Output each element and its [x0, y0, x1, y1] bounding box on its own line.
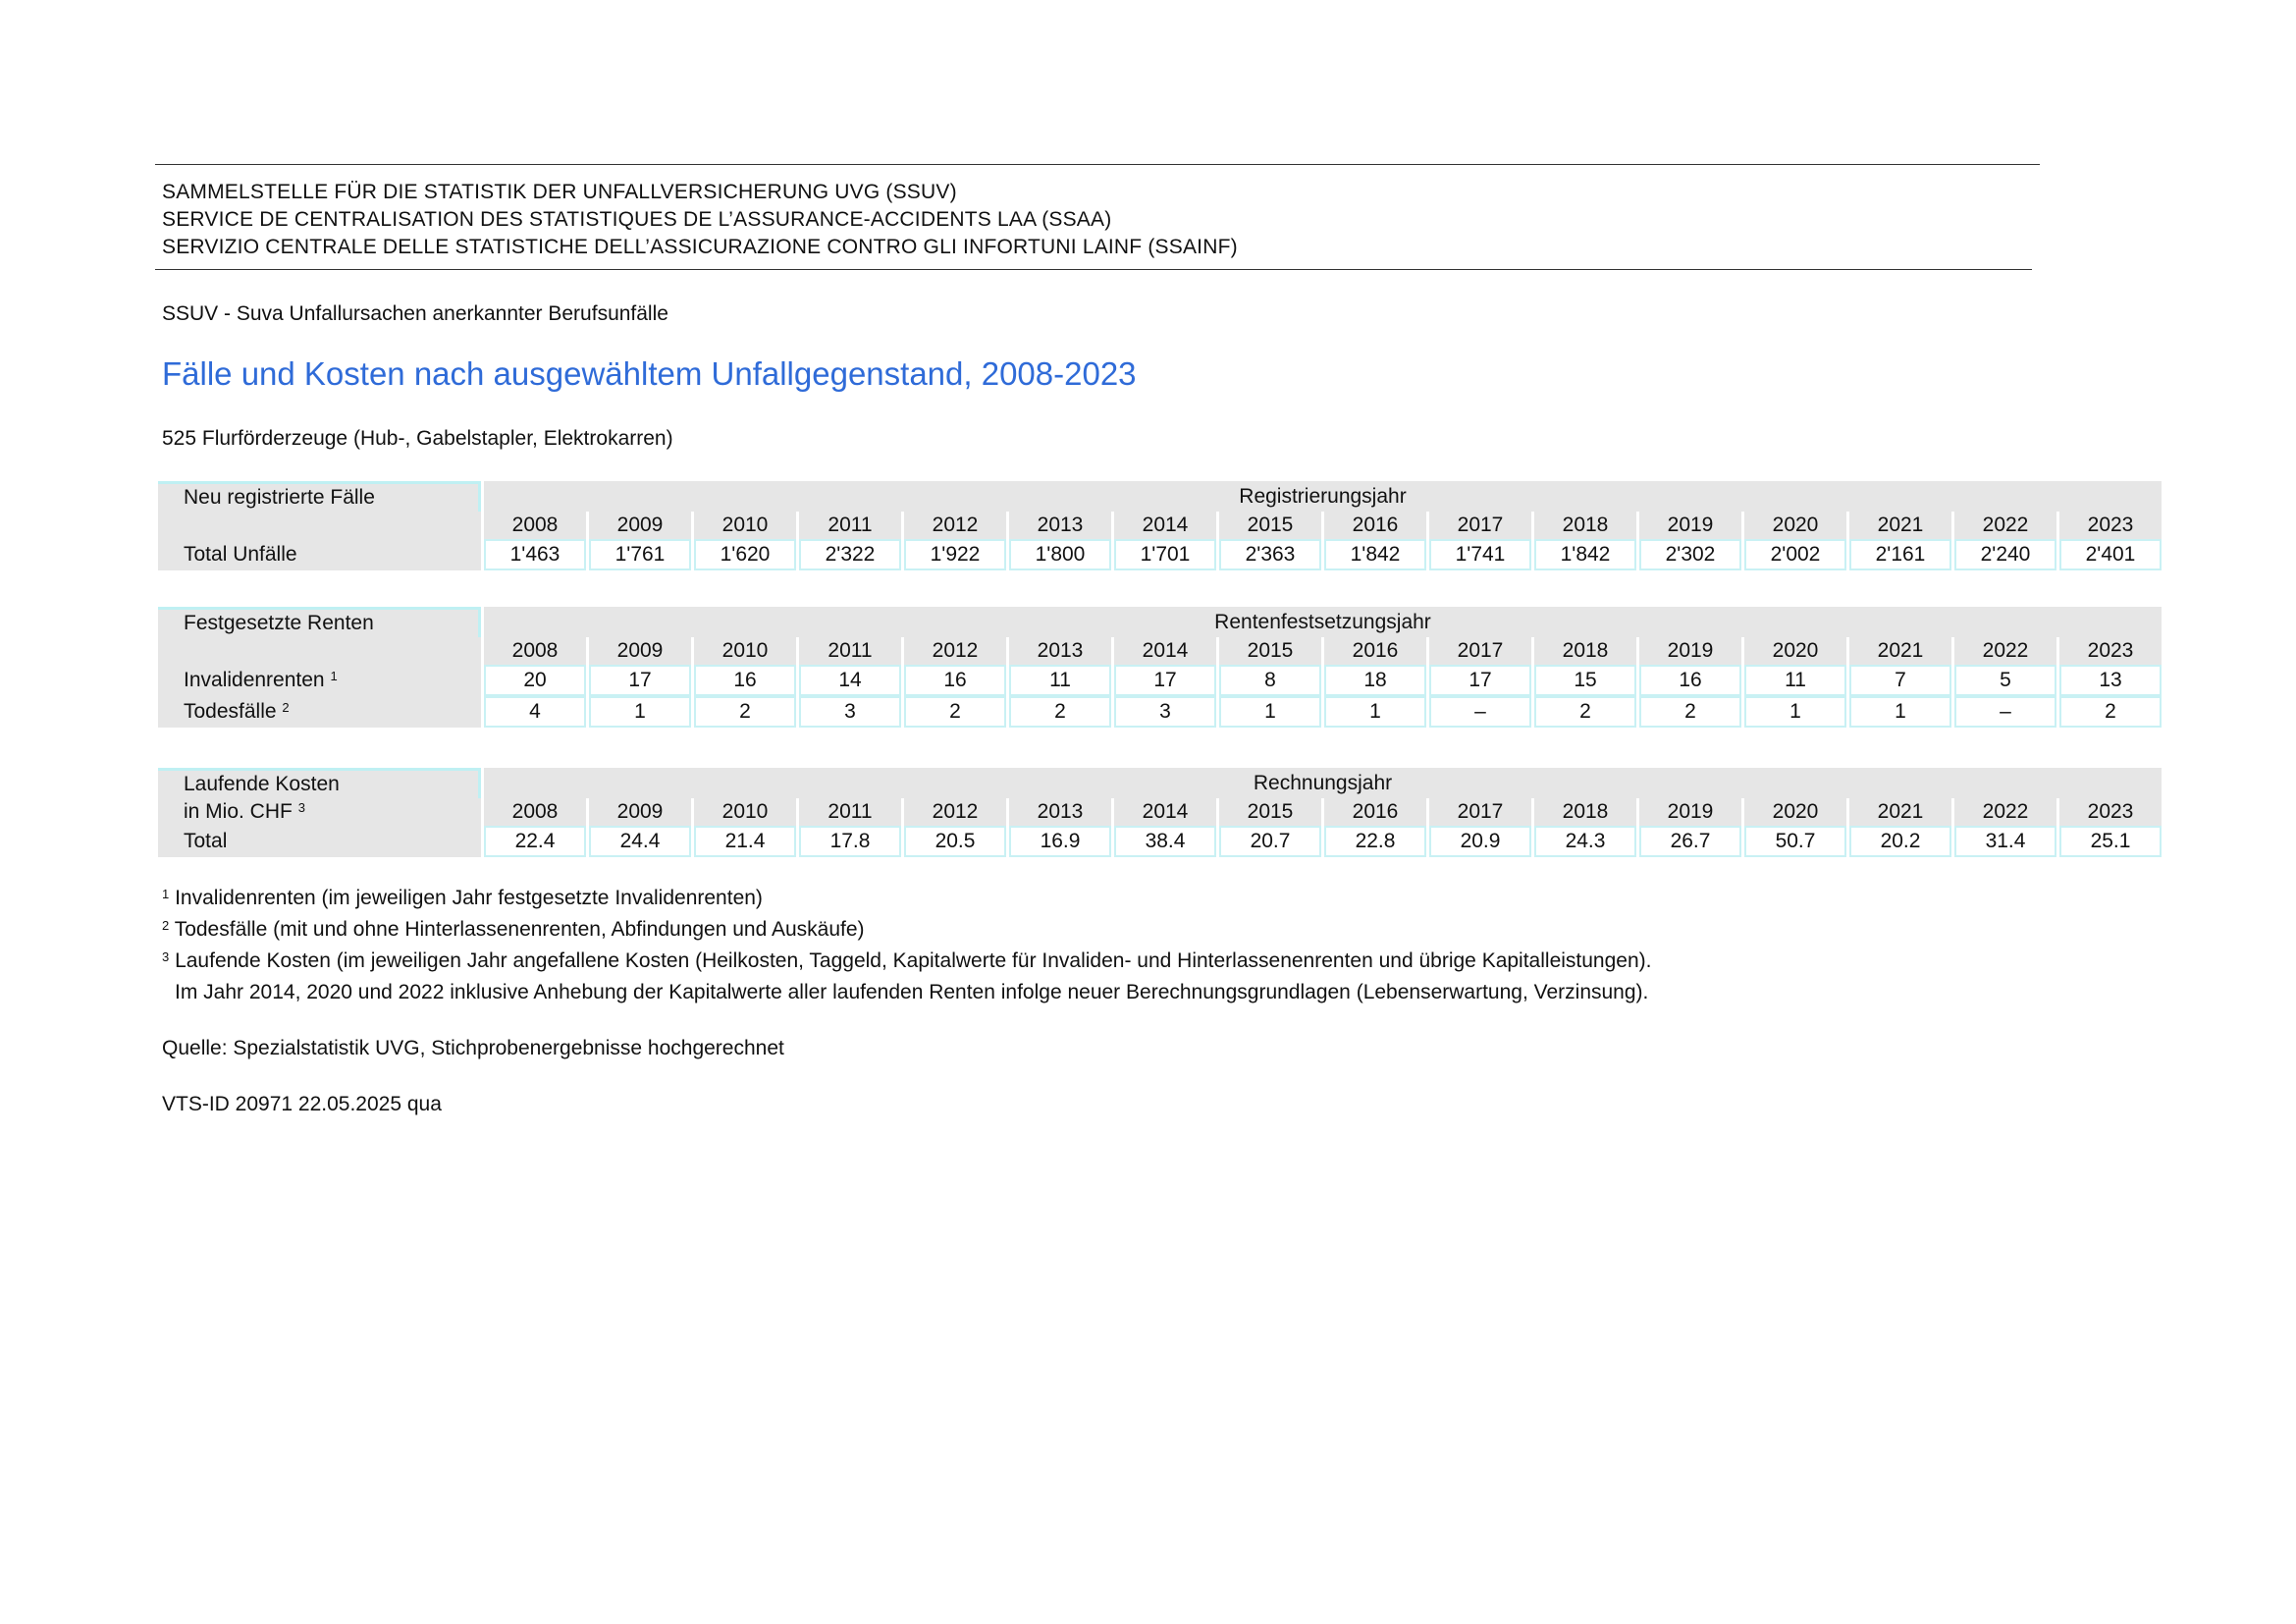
value-cell: 24.4 [589, 826, 691, 857]
year-cell: 2008 [484, 637, 586, 665]
value-cell: 50.7 [1744, 826, 1846, 857]
value-cell: 20.5 [904, 826, 1006, 857]
table1-years-row [158, 512, 2162, 539]
year-cell: 2016 [1324, 512, 1426, 539]
value-cell: 16 [904, 665, 1006, 696]
value-cell: 5 [1954, 665, 2056, 696]
value-cell: 17 [1114, 665, 1216, 696]
year-cell: 2013 [1009, 637, 1111, 665]
value-cell: 20.7 [1219, 826, 1321, 857]
year-cell: 2011 [799, 637, 901, 665]
year-cell: 2016 [1324, 798, 1426, 826]
table2-years-row [158, 637, 2162, 665]
year-cell: 2021 [1849, 512, 1951, 539]
value-cell: 16.9 [1009, 826, 1111, 857]
value-cell: 1'761 [589, 539, 691, 570]
value-cell: – [1429, 696, 1531, 728]
value-cell: 7 [1849, 665, 1951, 696]
year-cell: 2011 [799, 512, 901, 539]
value-cell: 2 [694, 696, 796, 728]
value-cell: 2'302 [1639, 539, 1741, 570]
year-cell: 2017 [1429, 798, 1531, 826]
year-cell: 2009 [589, 512, 691, 539]
year-cell: 2010 [694, 512, 796, 539]
source-note: Quelle: Spezialstatistik UVG, Stichprobenergebnisse hochgerechnet [162, 1037, 784, 1059]
table2-label: Festgesetzte Renten [158, 607, 481, 637]
value-cell: 22.4 [484, 826, 586, 857]
value-cell: 38.4 [1114, 826, 1216, 857]
value-cell: 18 [1324, 665, 1426, 696]
table-row [158, 665, 2162, 696]
year-cell: 2010 [694, 637, 796, 665]
value-cell: 11 [1744, 665, 1846, 696]
year-cell: 2018 [1534, 637, 1636, 665]
row-label-total-accidents: Total Unfälle [158, 539, 481, 570]
table-row [158, 826, 2162, 857]
table1-period-header: Registrierungsjahr [484, 481, 2162, 512]
row-label-deaths: Todesfälle $^2$ [158, 696, 481, 728]
year-cell: 2008 [484, 798, 586, 826]
year-cell: 2022 [1954, 512, 2056, 539]
year-cell: 2019 [1639, 798, 1741, 826]
header-rule-top [155, 164, 2040, 165]
table-row [158, 696, 2162, 728]
value-cell: 16 [1639, 665, 1741, 696]
year-cell: 2012 [904, 798, 1006, 826]
year-cell: 2018 [1534, 798, 1636, 826]
value-cell: 15 [1534, 665, 1636, 696]
year-cell: 2014 [1114, 512, 1216, 539]
value-cell: 26.7 [1639, 826, 1741, 857]
year-cell: 2022 [1954, 637, 2056, 665]
value-cell: 2 [2059, 696, 2162, 728]
table3-label: Laufende Kosten [158, 768, 481, 798]
table-pensions [155, 607, 2164, 728]
value-cell: 1'741 [1429, 539, 1531, 570]
year-cell: 2021 [1849, 798, 1951, 826]
value-cell: 1'701 [1114, 539, 1216, 570]
year-cell: 2011 [799, 798, 901, 826]
value-cell: 1'800 [1009, 539, 1111, 570]
year-cell: 2021 [1849, 637, 1951, 665]
year-cell: 2020 [1744, 512, 1846, 539]
footnote-1: $^1$ Invalidenrenten (im jeweiligen Jahr festgesetzte Invalidenrenten) [162, 887, 763, 909]
table-running-costs [155, 768, 2164, 857]
value-cell: 2 [1639, 696, 1741, 728]
subtitle: SSUV - Suva Unfallursachen anerkannter Berufsunfälle [162, 302, 668, 325]
header-line-2: SERVICE DE CENTRALISATION DES STATISTIQUES DE L’ASSURANCE-ACCIDENTS LAA (SSAA) [162, 208, 1112, 231]
table-row [158, 539, 2162, 570]
value-cell: 25.1 [2059, 826, 2162, 857]
row-label-invalidity: Invalidenrenten $^1$ [158, 665, 481, 696]
year-cell: 2017 [1429, 637, 1531, 665]
year-cell: 2008 [484, 512, 586, 539]
value-cell: 2'363 [1219, 539, 1321, 570]
value-cell: 2'161 [1849, 539, 1951, 570]
value-cell: 1 [1219, 696, 1321, 728]
table3-unit-label: in Mio. CHF $^3$ [158, 798, 481, 826]
year-cell: 2022 [1954, 798, 2056, 826]
year-cell: 2023 [2059, 798, 2162, 826]
year-cell: 2013 [1009, 798, 1111, 826]
value-cell: 20.2 [1849, 826, 1951, 857]
table1-label: Neu registrierte Fälle [158, 481, 481, 512]
header-line-3: SERVIZIO CENTRALE DELLE STATISTICHE DELL’ASSICURAZIONE CONTRO GLI INFORTUNI LAINF (SSAINF) [162, 236, 1238, 258]
year-cell: 2014 [1114, 798, 1216, 826]
value-cell: 1 [1744, 696, 1846, 728]
value-cell: 21.4 [694, 826, 796, 857]
table3-years-row [158, 798, 2162, 826]
value-cell: 2 [1009, 696, 1111, 728]
value-cell: 3 [1114, 696, 1216, 728]
value-cell: 2 [904, 696, 1006, 728]
footnote-3-continuation: Im Jahr 2014, 2020 und 2022 inklusive Anhebung der Kapitalwerte aller laufenden Renten infolge neuer Berechnungsgrundlagen (Lebenserwartung, Verzinsung). [175, 981, 1649, 1003]
value-cell: 20 [484, 665, 586, 696]
value-cell: 24.3 [1534, 826, 1636, 857]
value-cell: 2'401 [2059, 539, 2162, 570]
year-cell: 2020 [1744, 637, 1846, 665]
year-cell: 2023 [2059, 637, 2162, 665]
value-cell: 13 [2059, 665, 2162, 696]
value-cell: 4 [484, 696, 586, 728]
row-label-total: Total [158, 826, 481, 857]
table3-period-header: Rechnungsjahr [484, 768, 2162, 798]
year-cell: 2017 [1429, 512, 1531, 539]
year-cell: 2013 [1009, 512, 1111, 539]
year-cell: 2012 [904, 637, 1006, 665]
value-cell: 1'842 [1324, 539, 1426, 570]
year-cell: 2014 [1114, 637, 1216, 665]
value-cell: 16 [694, 665, 796, 696]
document-id: VTS-ID 20971 22.05.2025 qua [162, 1093, 442, 1115]
year-cell: 2009 [589, 798, 691, 826]
value-cell: – [1954, 696, 2056, 728]
value-cell: 2'240 [1954, 539, 2056, 570]
year-cell: 2020 [1744, 798, 1846, 826]
value-cell: 17 [1429, 665, 1531, 696]
year-cell: 2015 [1219, 798, 1321, 826]
year-cell: 2010 [694, 798, 796, 826]
value-cell: 2 [1534, 696, 1636, 728]
value-cell: 8 [1219, 665, 1321, 696]
header-line-1: SAMMELSTELLE FÜR DIE STATISTIK DER UNFALLVERSICHERUNG UVG (SSUV) [162, 181, 957, 203]
value-cell: 22.8 [1324, 826, 1426, 857]
page-title: Fälle und Kosten nach ausgewähltem Unfallgegenstand, 2008-2023 [162, 355, 1137, 392]
value-cell: 3 [799, 696, 901, 728]
value-cell: 2'322 [799, 539, 901, 570]
table2-period-header: Rentenfestsetzungsjahr [484, 607, 2162, 637]
year-cell: 2012 [904, 512, 1006, 539]
value-cell: 14 [799, 665, 901, 696]
value-cell: 20.9 [1429, 826, 1531, 857]
value-cell: 31.4 [1954, 826, 2056, 857]
year-cell: 2019 [1639, 512, 1741, 539]
value-cell: 1'922 [904, 539, 1006, 570]
year-cell: 2015 [1219, 637, 1321, 665]
year-cell: 2015 [1219, 512, 1321, 539]
value-cell: 2'002 [1744, 539, 1846, 570]
year-cell: 2009 [589, 637, 691, 665]
header-rule-bottom [155, 269, 2032, 270]
year-cell: 2018 [1534, 512, 1636, 539]
value-cell: 1'463 [484, 539, 586, 570]
value-cell: 11 [1009, 665, 1111, 696]
category-label: 525 Flurförderzeuge (Hub-, Gabelstapler, Elektrokarren) [162, 427, 673, 450]
value-cell: 17 [589, 665, 691, 696]
footnote-3: $^3$ Laufende Kosten (im jeweiligen Jahr angefallene Kosten (Heilkosten, Taggeld, Kapitalwerte für Invaliden- und Hinterlassenenrenten und übrige Kapitalleistungen). [162, 949, 1652, 972]
value-cell: 1 [1324, 696, 1426, 728]
year-cell: 2019 [1639, 637, 1741, 665]
footnote-2: $^2$ Todesfälle (mit und ohne Hinterlassenenrenten, Abfindungen und Auskäufe) [162, 918, 865, 941]
value-cell: 17.8 [799, 826, 901, 857]
table-new-cases [155, 481, 2164, 570]
year-cell: 2016 [1324, 637, 1426, 665]
value-cell: 1 [589, 696, 691, 728]
value-cell: 1 [1849, 696, 1951, 728]
value-cell: 1'842 [1534, 539, 1636, 570]
value-cell: 1'620 [694, 539, 796, 570]
year-cell: 2023 [2059, 512, 2162, 539]
